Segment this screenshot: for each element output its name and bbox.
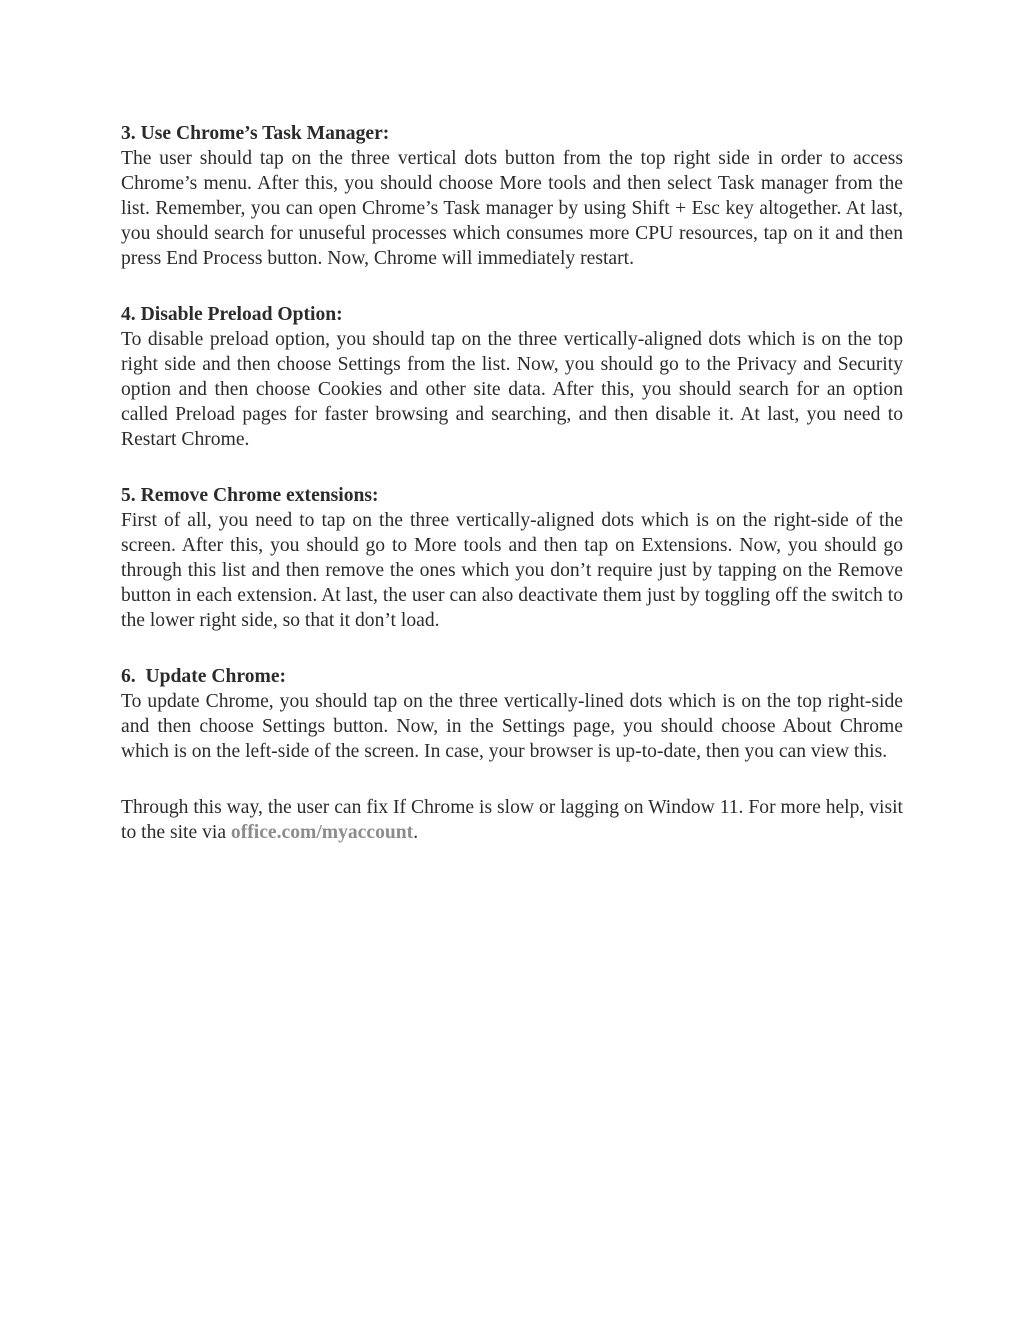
document-page [121,121,903,845]
office-myaccount-link[interactable]: office.com/myaccount [230,822,414,843]
section-body: First of all, you need to tap on the three vertically-aligned dots which is on the right-side of the screen. After this, you should go to More tools and then tap on Extensions. Now, you should go through this list and then remove the ones which you don’t require just by tapping on the Remove button in each extension. At last, the user can also deactivate them just by toggling off the switch to the lower right side, so that it don’t load. [121,510,903,631]
section-task-manager [121,121,903,271]
section-remove-extensions [121,483,903,633]
section-heading: 4. Disable Preload Option: [121,304,343,325]
section-body: To disable preload option, you should tap on the three vertically-aligned dots which is on the top right side and then choose Settings from the list. Now, you should go to the Privacy and Security option and then choose Cookies and other site data. After this, you should search for an option called Preload pages for faster browsing and searching, and then disable it. At last, you need to Restart Chrome. [121,329,903,450]
section-body: The user should tap on the three vertical dots button from the top right side in order to access Chrome’s menu. After this, you should choose More tools and then select Task manager from the list. Remember, you can open Chrome’s Task manager by using Shift + Esc key altogether. At last, you should search for unuseful processes which consumes more CPU resources, tap on it and then press End Process button. Now, Chrome will immediately restart. [121,148,903,269]
section-heading: 3. Use Chrome’s Task Manager: [121,123,390,144]
section-body: To update Chrome, you should tap on the three vertically-lined dots which is on the top right-side and then choose Settings button. Now, in the Settings page, you should choose About Chrome which is on the left-side of the screen. In case, your browser is up-to-date, then you can view this. [121,691,903,762]
closing-text: Through this way, the user can fix If Chrome is slow or lagging on Window 11. For more help, visit to the site via [121,797,903,843]
closing-period: . [413,822,419,843]
section-disable-preload [121,302,903,452]
section-update-chrome [121,664,903,764]
section-heading: 5. Remove Chrome extensions: [121,485,379,506]
section-heading: 6. Update Chrome: [121,666,287,687]
closing-paragraph [121,795,903,845]
